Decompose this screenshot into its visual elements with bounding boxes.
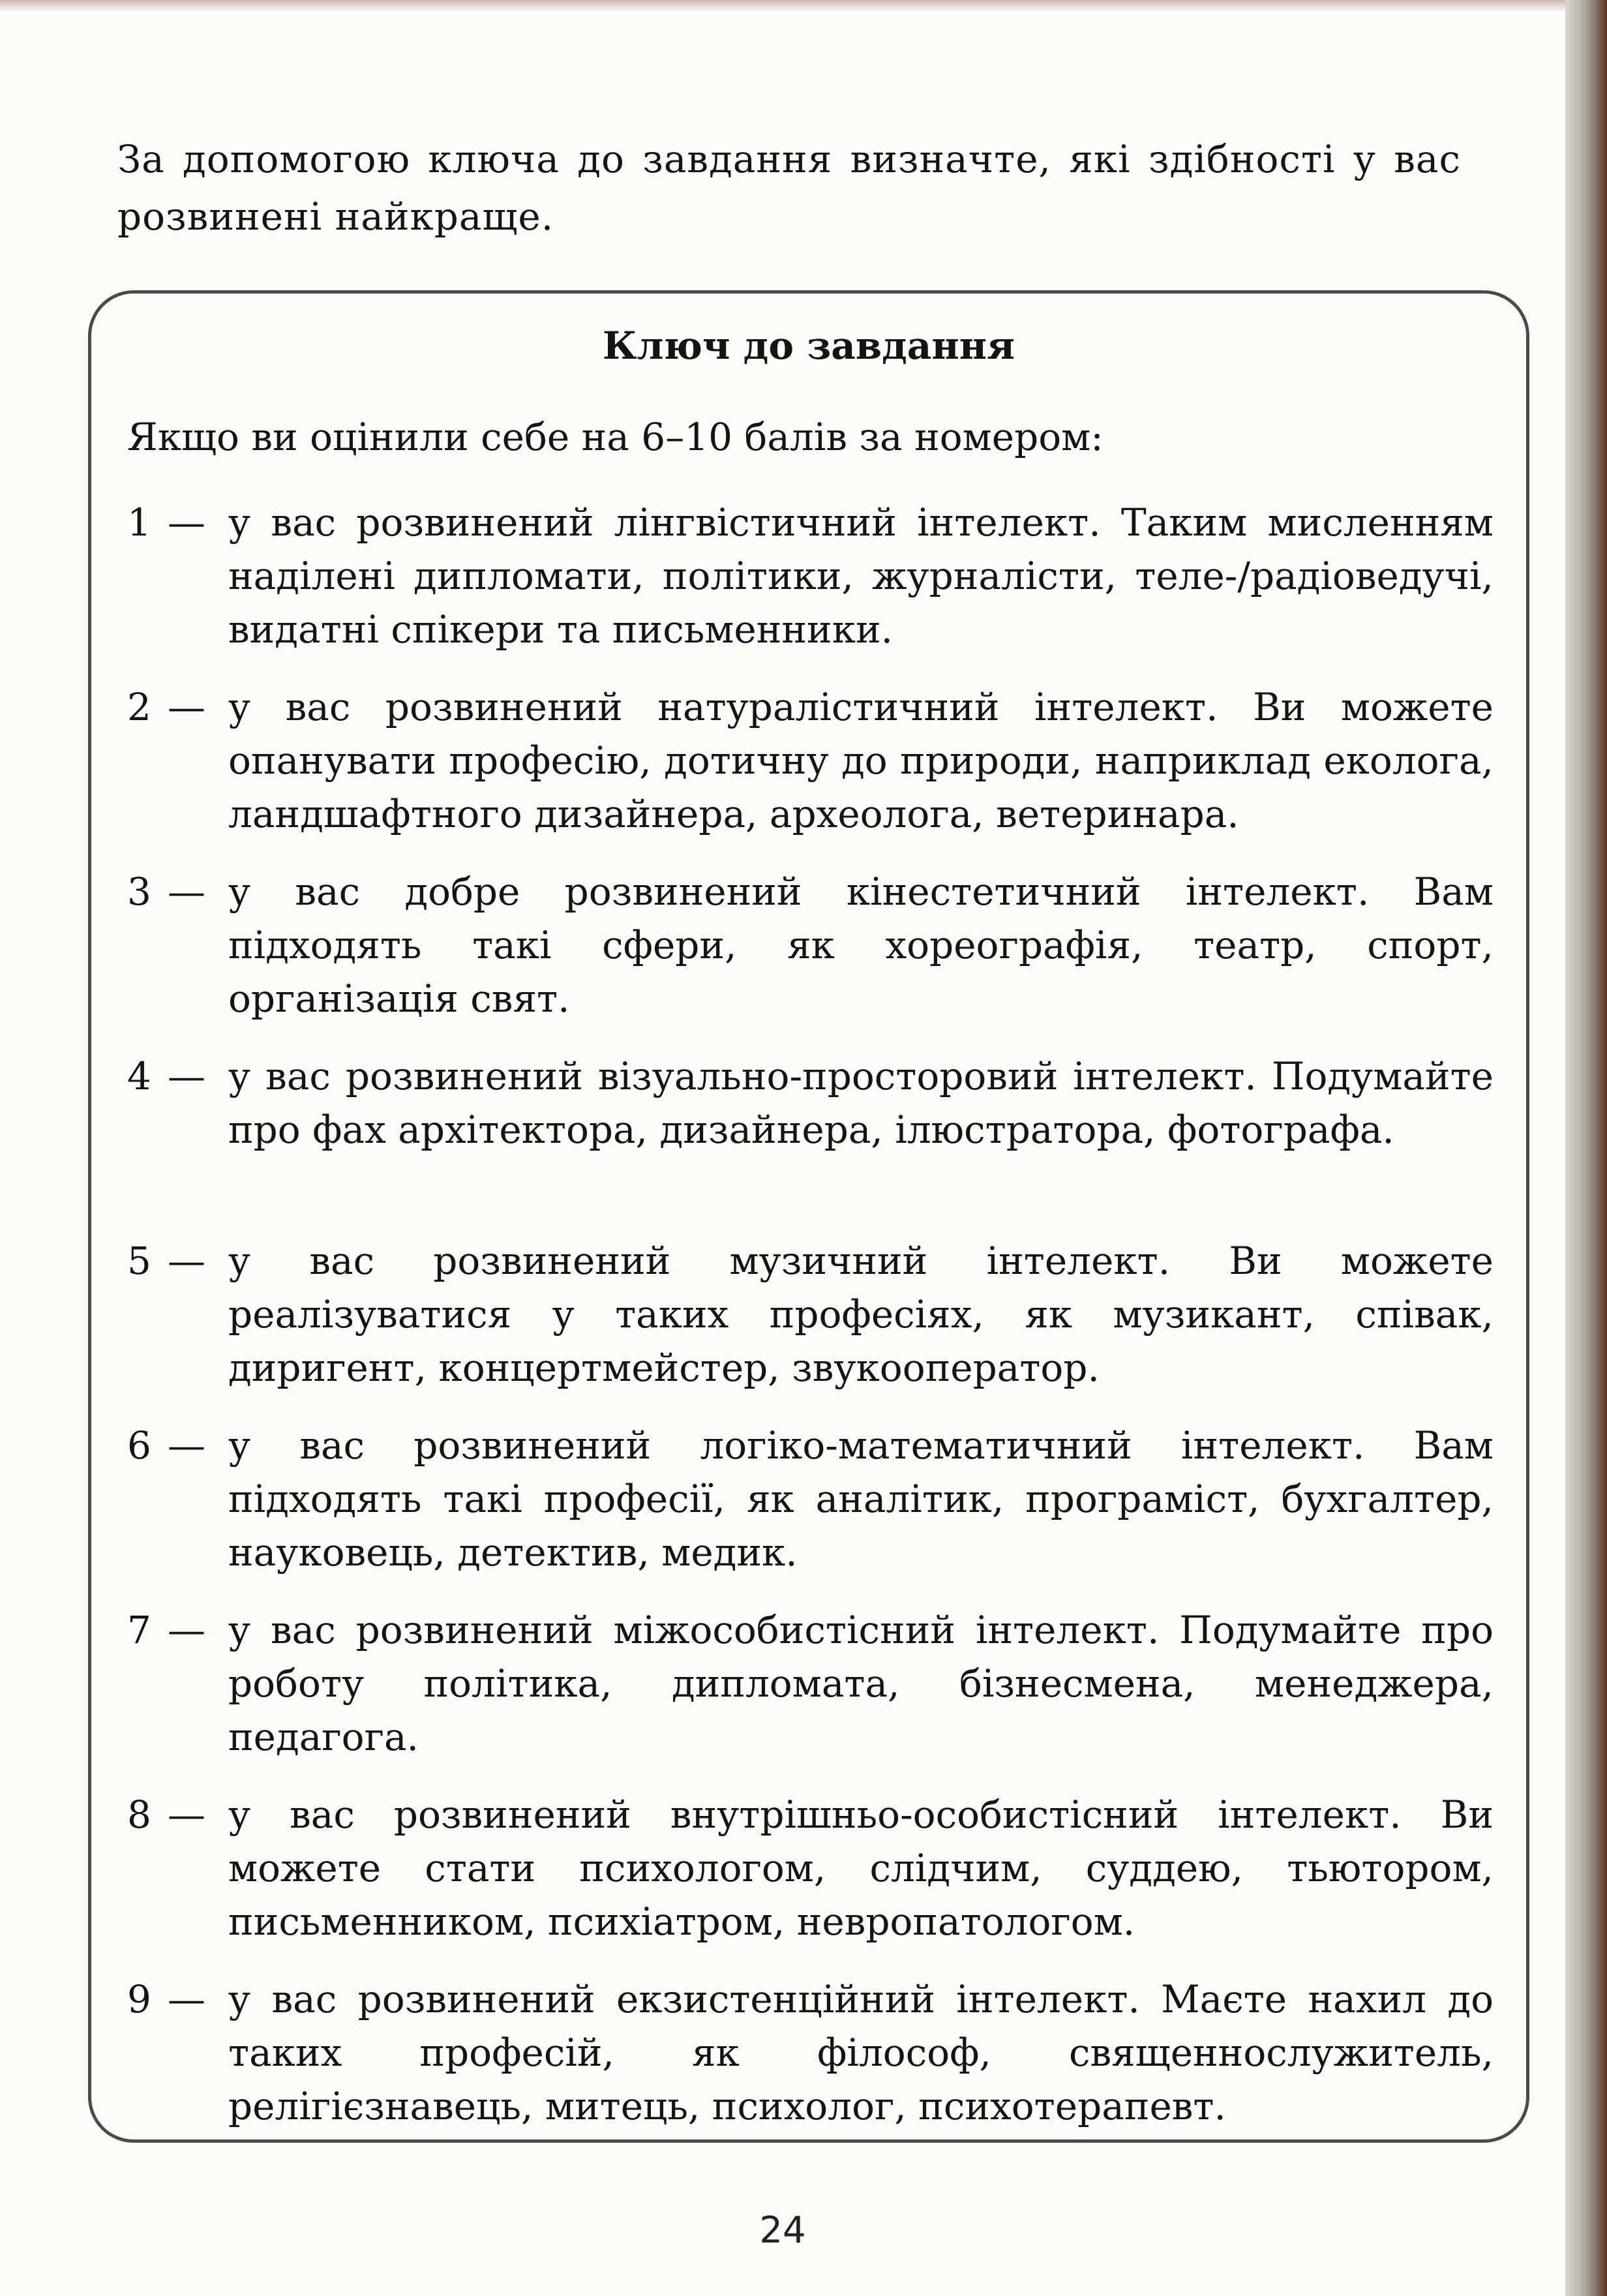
item-number: 6 (127, 1423, 151, 1468)
item-text: у вас розвинений внутрішньо-особистісний інтелект. Ви можете стати психологом, слідчим, суддею, тьютором, письменником, психіатром, невропатологом. (228, 1792, 1494, 1944)
item-number: 2 (127, 685, 151, 729)
item-number: 1 (127, 500, 151, 545)
item-dash: — (168, 869, 205, 914)
answer-key-item (127, 680, 1494, 865)
answer-key-box (88, 290, 1529, 2143)
item-dash: — (168, 1977, 205, 2021)
item-text: у вас розвинений міжособистісний інтелект. Подумайте про роботу політика, дипломата, бізнесмена, менеджера, педагога. (228, 1608, 1494, 1759)
item-text: у вас розвинений лінгвістичний інтелект. Таким мисленням наділені дипломати, політики, журналісти, теле-/радіоведучі, видатні спікери та письменники. (228, 500, 1494, 652)
item-dash: — (168, 1239, 205, 1283)
item-dash: — (168, 1608, 205, 1652)
item-number: 8 (127, 1792, 151, 1837)
item-dash: — (168, 685, 205, 729)
item-text: у вас розвинений натуралістичний інтелект. Ви можете опанувати професію, дотичну до природи, наприклад еколога, ландшафтного дизайнера, археолога, ветеринара. (228, 685, 1494, 836)
answer-key-lead: Якщо ви оцінили себе на 6–10 балів за номером: (127, 415, 1104, 459)
answer-key-item (127, 1419, 1494, 1603)
item-text: у вас добре розвинений кінестетичний інтелект. Вам підходять такі сфери, як хореографія, театр, спорт, організація свят. (228, 869, 1494, 1021)
answer-key-item (127, 865, 1494, 1050)
page-number: 24 (759, 2209, 806, 2252)
item-number: 3 (127, 869, 151, 914)
answer-key-item (127, 496, 1494, 680)
item-number: 7 (127, 1608, 151, 1652)
item-number: 5 (127, 1239, 151, 1283)
answer-key-list (127, 496, 1494, 2157)
answer-key-item (127, 1788, 1494, 1972)
intro-paragraph: За допомогою ключа до завдання визначте, які здібності у вас розвинені найкраще. (117, 137, 1461, 239)
item-text: у вас розвинений логіко-математичний інтелект. Вам підходять такі професії, як аналітик, програміст, бухгалтер, науковець, детектив, медик. (228, 1423, 1494, 1575)
answer-key-item (127, 1050, 1494, 1234)
item-text: у вас розвинений екзистенційний інтелект. Маєте нахил до таких професій, як філософ, священнослужитель, релігієзнавець, митець, психолог, психотерапевт. (228, 1977, 1494, 2128)
item-dash: — (168, 1054, 205, 1098)
answer-key-item (127, 1972, 1494, 2157)
item-dash: — (168, 1792, 205, 1837)
book-page-edge (1565, 0, 1607, 2296)
item-number: 4 (127, 1054, 151, 1098)
item-text: у вас розвинений музичний інтелект. Ви можете реалізуватися у таких професіях, як музикант, співак, диригент, концертмейстер, звукооператор. (228, 1239, 1494, 1390)
answer-key-item (127, 1603, 1494, 1788)
item-number: 9 (127, 1977, 151, 2021)
page-top-shadow (0, 0, 1565, 12)
item-dash: — (168, 1423, 205, 1468)
item-text: у вас розвинений візуально-просторовий інтелект. Подумайте про фах архітектора, дизайнера, ілюстратора, фотографа. (228, 1054, 1494, 1152)
item-dash: — (168, 500, 205, 545)
answer-key-title: Ключ до завдання (602, 324, 1015, 368)
answer-key-item (127, 1234, 1494, 1419)
